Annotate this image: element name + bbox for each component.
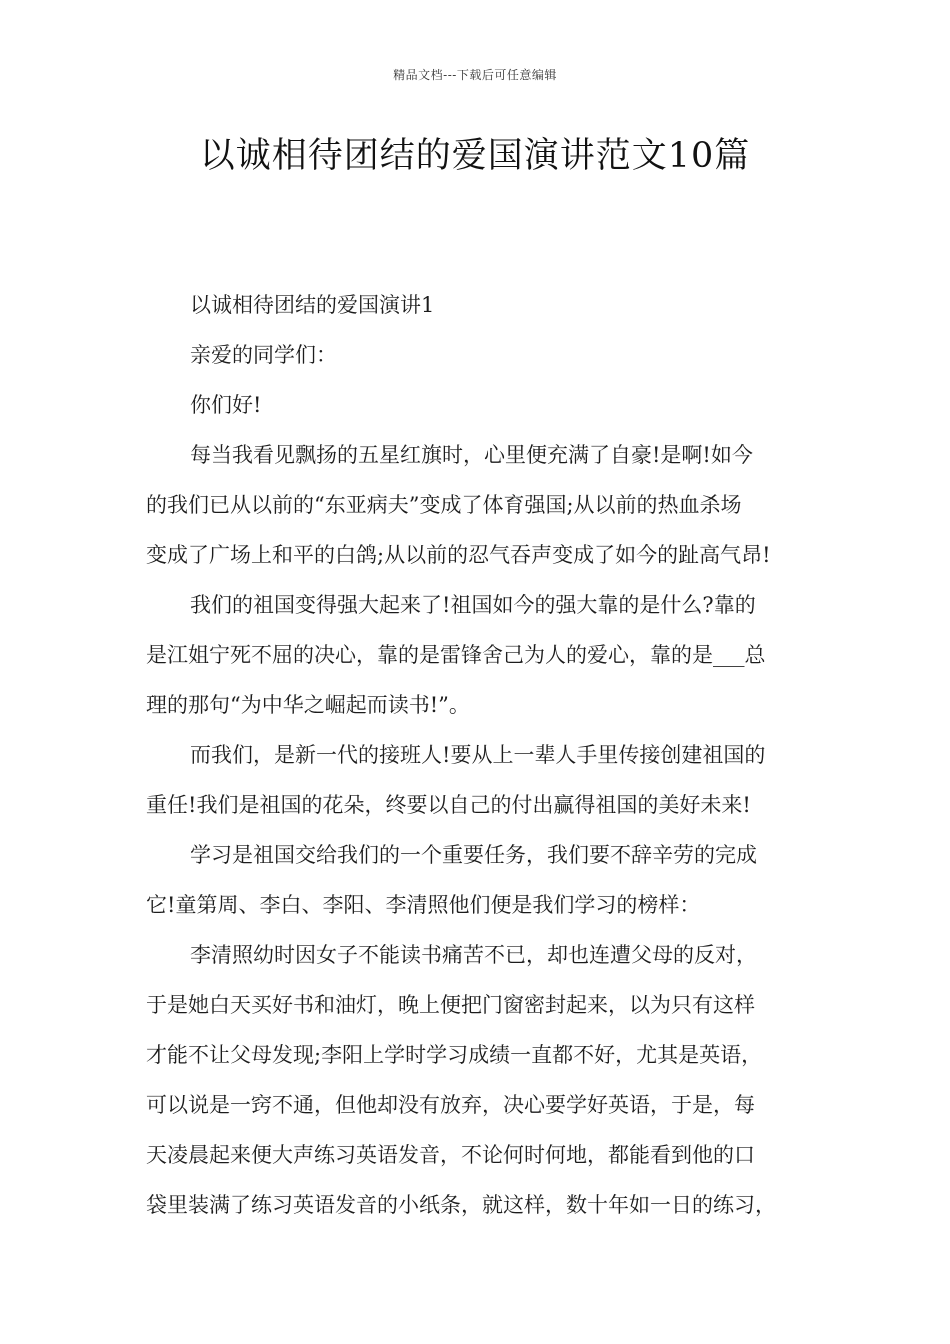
paragraph-line: 才能不让父母发现;李阳上学时学习成绩一直都不好，尤其是英语， xyxy=(146,1043,763,1067)
paragraph-line: 变成了广场上和平的白鸽;从以前的忍气吞声变成了如今的趾高气昂! xyxy=(146,543,771,567)
paragraph-line: 的我们已从以前的“东亚病夫”变成了体育强国;从以前的热血杀场 xyxy=(146,493,742,517)
document-title: 以诚相待团结的爱国演讲范文10篇 xyxy=(199,136,751,176)
paragraph-line: 我们的祖国变得强大起来了!祖国如今的强大靠的是什么?靠的 xyxy=(190,593,756,617)
paragraph-line: 理的那句“为中华之崛起而读书!”。 xyxy=(146,693,470,717)
paragraph-line: 每当我看见飘扬的五星红旗时，心里便充满了自豪!是啊!如今 xyxy=(190,443,753,467)
document-body xyxy=(146,280,822,1230)
paragraph-line: 学习是祖国交给我们的一个重要任务，我们要不辞辛劳的完成 xyxy=(190,843,757,867)
paragraph-line: 是江姐宁死不屈的决心，靠的是雷锋舍己为人的爱心，靠的是___总 xyxy=(146,643,766,667)
paragraph-line: 可以说是一窍不通，但他却没有放弃，决心要学好英语，于是，每 xyxy=(146,1093,755,1117)
paragraph-line: 而我们，是新一代的接班人!要从上一辈人手里传接创建祖国的 xyxy=(190,743,766,767)
header-note: 精品文档---下载后可任意编辑 xyxy=(393,68,557,82)
paragraph-line: 你们好! xyxy=(190,393,262,417)
paragraph-line: 以诚相待团结的爱国演讲1 xyxy=(190,293,435,317)
paragraph-line: 重任!我们是祖国的花朵，终要以自己的付出赢得祖国的美好未来! xyxy=(146,793,751,817)
paragraph-line: 天凌晨起来便大声练习英语发音，不论何时何地，都能看到他的口 xyxy=(146,1143,755,1167)
paragraph-line: 李清照幼时因女子不能读书痛苦不已，却也连遭父母的反对， xyxy=(190,943,757,967)
paragraph-line: 于是她白天买好书和油灯，晚上便把门窗密封起来，以为只有这样 xyxy=(146,993,755,1017)
paragraph-line: 它!童第周、李白、李阳、李清照他们便是我们学习的榜样： xyxy=(146,893,701,917)
paragraph-line: 袋里装满了练习英语发音的小纸条，就这样，数十年如一日的练习， xyxy=(146,1193,776,1217)
paragraph-line: 亲爱的同学们： xyxy=(190,343,337,367)
